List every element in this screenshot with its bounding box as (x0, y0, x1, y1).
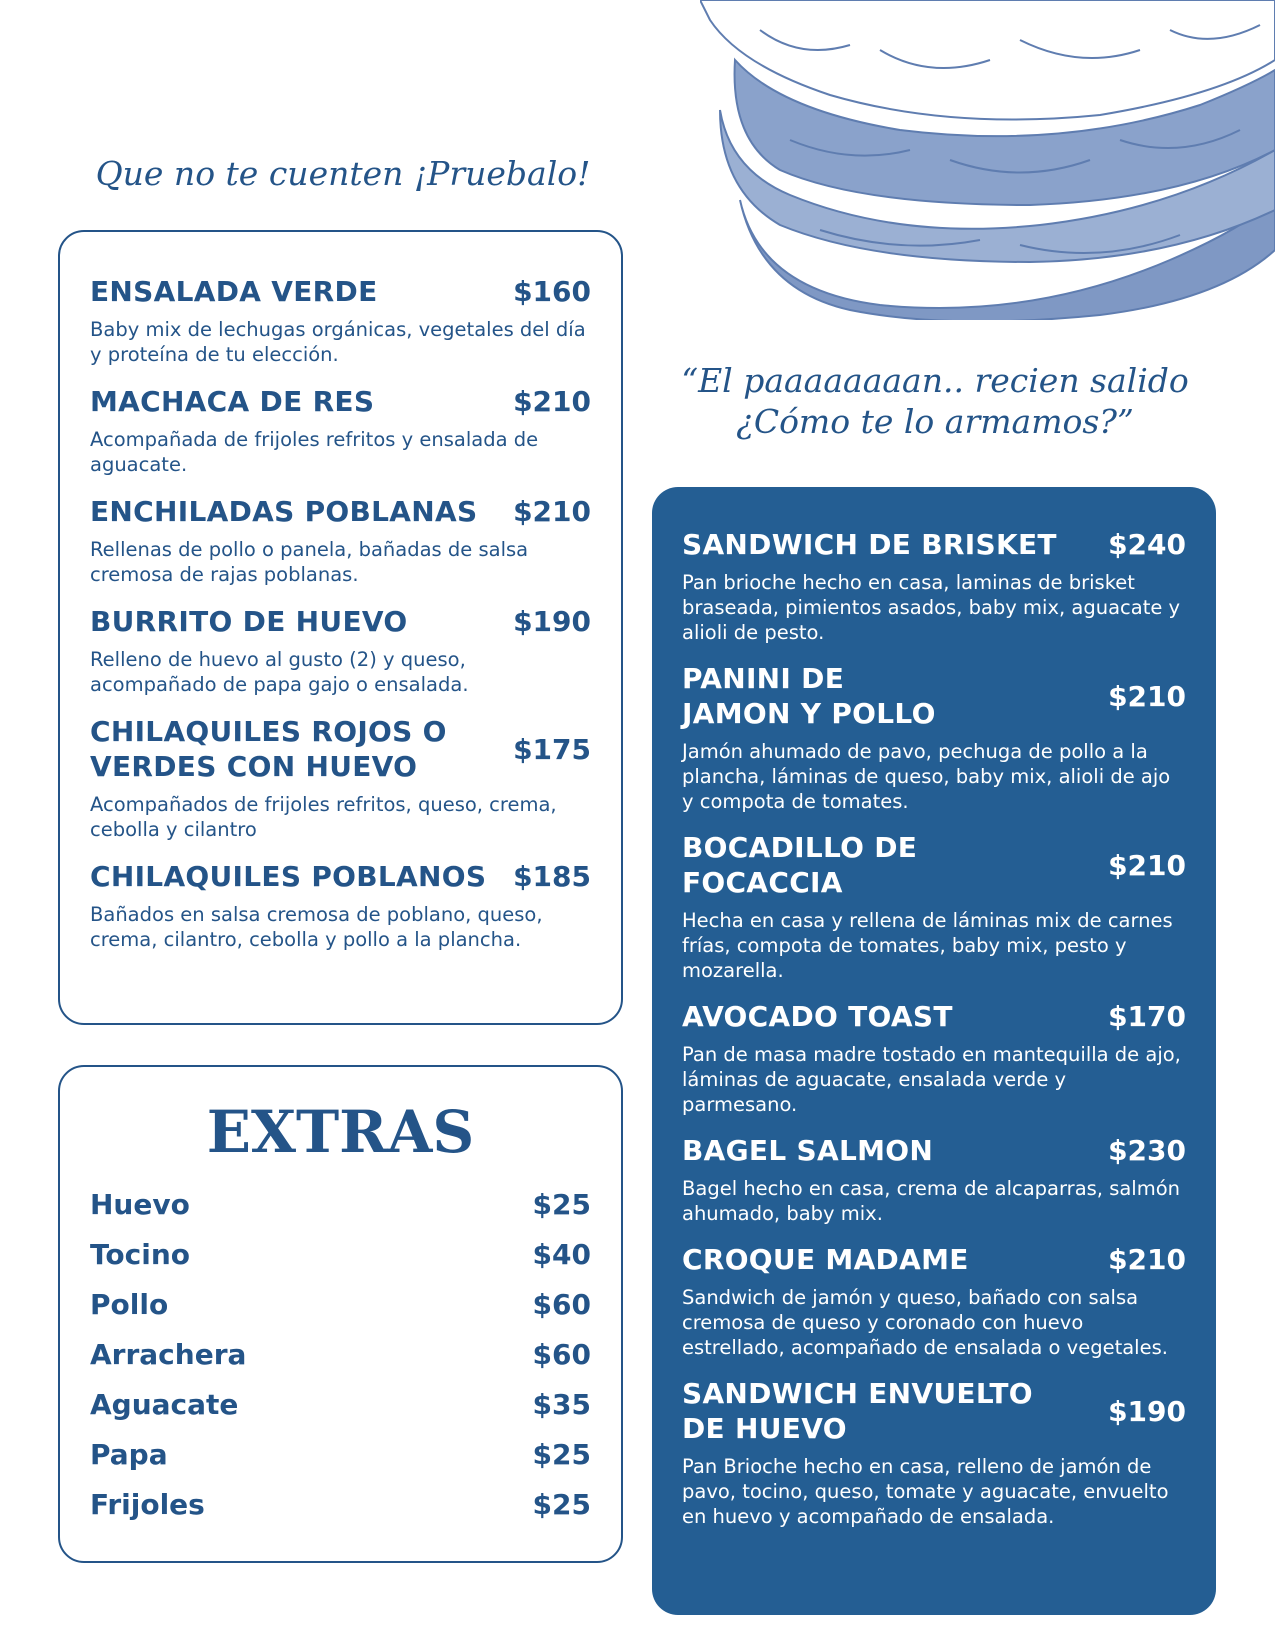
extra-row (90, 1279, 591, 1329)
item-name: BAGEL SALMON (682, 1134, 934, 1167)
item-description: Acompañada de frijoles refritos y ensalada de aguacate. (90, 428, 539, 476)
extra-price: $35 (532, 1387, 591, 1421)
menu-item (90, 714, 591, 842)
extra-name: Pollo (90, 1287, 169, 1321)
extra-name: Huevo (90, 1187, 190, 1221)
menu-item (90, 859, 591, 952)
item-price: $190 (513, 605, 591, 638)
item-price: $210 (513, 385, 591, 418)
item-name: AVOCADO TOAST (682, 1000, 953, 1033)
item-description: Pan de masa madre tostado en mantequilla de ajo, láminas de aguacate, ensalada verde y parmesano. (682, 1043, 1181, 1116)
item-price: $160 (513, 275, 591, 308)
item-price: $170 (1108, 1000, 1186, 1033)
menu-item (682, 1133, 1186, 1226)
item-price: $175 (513, 732, 591, 766)
item-price: $190 (1108, 1394, 1186, 1428)
item-name: ENSALADA VERDE (90, 275, 378, 308)
item-price: $230 (1108, 1134, 1186, 1167)
extra-row (90, 1179, 591, 1229)
extra-name: Tocino (90, 1237, 190, 1271)
item-price: $240 (1108, 528, 1186, 561)
extra-name: Papa (90, 1437, 168, 1471)
item-name: PANINI DE JAMON Y POLLO (682, 662, 936, 730)
item-description: Jamón ahumado de pavo, pechuga de pollo a la plancha, láminas de queso, baby mix, alioli de ajo y compota de tomates. (682, 740, 1171, 813)
extra-row (90, 1479, 591, 1529)
sandwiches-menu-card (652, 487, 1216, 1615)
menu-item (682, 1242, 1186, 1360)
item-description: Hecha en casa y rellena de láminas mix de carnes frías, compota de tomates, baby mix, pesto y mozarella. (682, 909, 1173, 982)
menu-item (682, 527, 1186, 645)
item-description: Acompañados de frijoles refritos, queso, crema, cebolla y cilantro (90, 793, 557, 841)
item-price: $210 (1108, 848, 1186, 882)
item-name: SANDWICH ENVUELTO DE HUEVO (682, 1377, 1033, 1445)
extra-row (90, 1429, 591, 1479)
extra-name: Arrachera (90, 1337, 247, 1371)
item-name: MACHACA DE RES (90, 385, 375, 418)
item-description: Rellenas de pollo o panela, bañadas de salsa cremosa de rajas poblanas. (90, 538, 529, 586)
menu-item (90, 494, 591, 587)
tagline-right: “El paaaaaaaan.. recien salido ¿Cómo te lo armamos?” (681, 361, 1189, 442)
tagline-left: Que no te cuenten ¡Pruebalo! (95, 154, 591, 193)
item-name: ENCHILADAS POBLANAS (90, 495, 478, 528)
extra-price: $25 (532, 1187, 591, 1221)
extra-row (90, 1229, 591, 1279)
menu-item (90, 274, 591, 367)
extras-title: EXTRAS (206, 1098, 475, 1166)
extra-price: $25 (532, 1487, 591, 1521)
item-description: Bañados en salsa cremosa de poblano, queso, crema, cilantro, cebolla y pollo a la plancha. (90, 903, 543, 951)
extra-row (90, 1379, 591, 1429)
extra-name: Frijoles (90, 1487, 205, 1521)
item-description: Pan Brioche hecho en casa, relleno de jamón de pavo, tocino, queso, tomate y aguacate, envuelto en huevo y acompañado de ensalada. (682, 1455, 1169, 1528)
item-description: Relleno de huevo al gusto (2) y queso, acompañado de papa gajo o ensalada. (90, 648, 469, 696)
menu-item (682, 1376, 1186, 1529)
menu-item (682, 999, 1186, 1117)
item-price: $185 (513, 860, 591, 893)
item-description: Pan brioche hecho en casa, laminas de brisket braseada, pimientos asados, baby mix, aguacate y alioli de pesto. (682, 571, 1181, 644)
extras-card (58, 1065, 623, 1563)
item-description: Bagel hecho en casa, crema de alcaparras, salmón ahumado, baby mix. (682, 1177, 1181, 1225)
extra-price: $60 (532, 1287, 591, 1321)
menu-item (682, 661, 1186, 814)
item-name: BOCADILLO DE FOCACCIA (682, 831, 918, 899)
menu-item (90, 604, 591, 697)
extra-row (90, 1329, 591, 1379)
extra-price: $25 (532, 1437, 591, 1471)
item-price: $210 (1108, 679, 1186, 713)
menu-item (90, 384, 591, 477)
item-name: BURRITO DE HUEVO (90, 605, 408, 638)
item-name: CROQUE MADAME (682, 1243, 969, 1276)
sandwich-illustration (700, 0, 1275, 320)
menu-item (682, 830, 1186, 983)
breakfast-menu-card (58, 230, 623, 1025)
item-description: Sandwich de jamón y queso, bañado con salsa cremosa de queso y coronado con huevo estrellado, acompañado de ensalada o vegetales. (682, 1286, 1168, 1359)
extra-price: $60 (532, 1337, 591, 1371)
extra-price: $40 (532, 1237, 591, 1271)
item-name: CHILAQUILES POBLANOS (90, 860, 487, 893)
item-price: $210 (513, 495, 591, 528)
extra-name: Aguacate (90, 1387, 239, 1421)
item-name: SANDWICH DE BRISKET (682, 528, 1057, 561)
item-price: $210 (1108, 1243, 1186, 1276)
item-description: Baby mix de lechugas orgánicas, vegetales del día y proteína de tu elección. (90, 318, 586, 366)
item-name: CHILAQUILES ROJOS O VERDES CON HUEVO (90, 715, 447, 783)
